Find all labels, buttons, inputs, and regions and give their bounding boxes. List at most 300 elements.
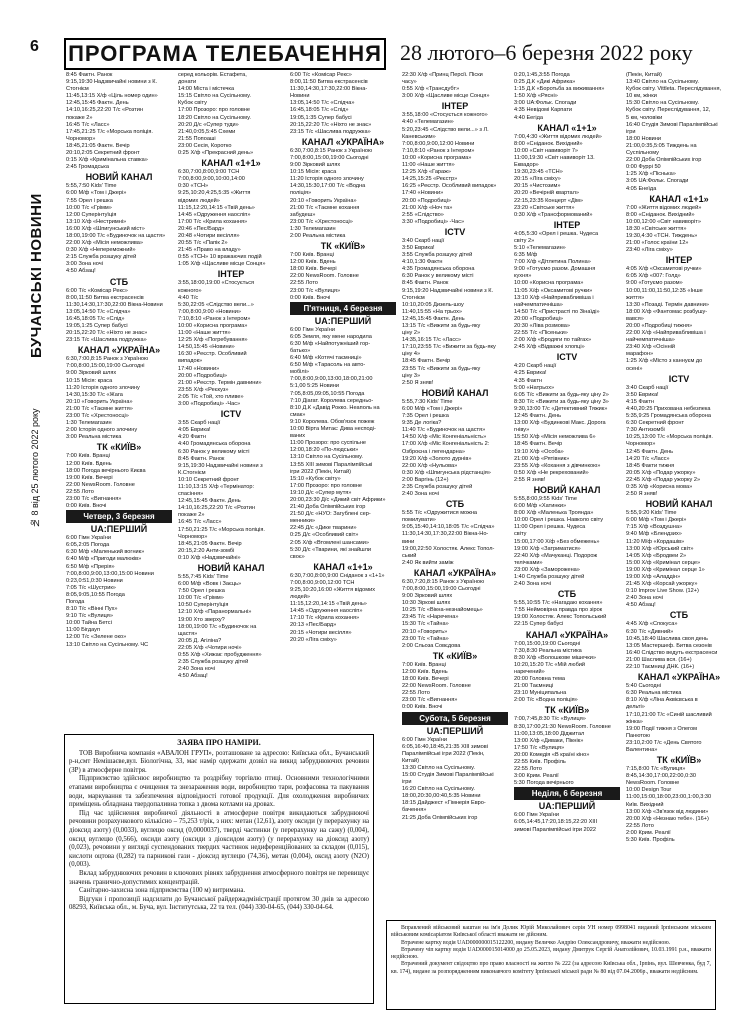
channel-header: ICTV xyxy=(668,373,690,384)
program-entry: 15:30 Т/с «Тайна» xyxy=(402,621,449,628)
program-entry: 13:05,14:50 Т/с «Слідча» xyxy=(290,100,355,107)
program-entry: 8:00 Х/ф «Маленька Троянда» xyxy=(514,510,594,517)
program-entry: 11:30,14:30,17:30,22:00 Вікна-Но- xyxy=(402,531,489,538)
program-entry: 7:00,8:00,9:00 «Новини» xyxy=(178,308,242,315)
program-entry: 18:00 Погода вечірнього Києва xyxy=(66,467,146,474)
program-entry: 3:00 Зона ночі xyxy=(66,261,103,268)
program-entry: 6:00 Гімн України xyxy=(66,535,111,542)
program-entry: 18:15 Дайджест «Гімнерія Евро- xyxy=(402,800,486,807)
program-entry: 11:15,12:20,14:15 «Твій день» xyxy=(178,204,255,211)
program-entry: 19:10 Д/с «Супер мутя» xyxy=(290,489,352,496)
section-banner: ПРОГРАМА ТЕЛЕБАЧЕННЯ xyxy=(64,38,386,70)
program-entry: 11:00,15:00,18:00,23:00,1:00,3:30 xyxy=(626,794,712,801)
lost-documents-notices xyxy=(386,920,716,1010)
program-entry: 2:40 Як вийти заміж xyxy=(402,559,454,566)
program-entry: 8:00 «Сніданок. Вихідний» xyxy=(514,140,583,147)
program-entry: 6:50 М/ф «Тарасоль на авто- xyxy=(290,362,366,369)
program-entry: 18:20 Світло на Сусільному. xyxy=(178,114,251,121)
program-entry: 8:10 Т/с «Вінні Пух» xyxy=(66,606,118,613)
program-entry: 4:40,20:25 Прихована небезпека xyxy=(626,405,711,412)
program-entry: 22:15 Супер бабусі xyxy=(514,621,564,628)
program-entry: 20:00,23:30 Д/с «Дикий світ Африки» xyxy=(290,496,386,503)
program-entry: 22:10 Таємниці ДНК. (16+) xyxy=(626,664,695,671)
program-entry: кожного» xyxy=(178,287,202,294)
program-entry: вини xyxy=(402,538,415,545)
program-entry: 9:25,10:20,4:25,5:35 «Життя xyxy=(178,190,251,197)
program-entry: ваних xyxy=(290,433,306,440)
program-entry: 21:50 Д/с «НУО: Загублені сер- xyxy=(290,511,371,518)
notice-paragraph: Підприємство здійснює виробництво та роздрібну торгівлю птиці. Основними технологічними етапами виробництва є очищення та знезараження води, виробництво тари, розфасовка та пакування води, маркування та забезпечення відповідності готової продукції. Для охолодження виробничих приміщень обладнана твердопаливна топка з двома котлами на дровах. xyxy=(69,775,369,809)
program-entry: 3:00 «Подробиці» -Час» xyxy=(178,401,241,408)
channel-header: ІНТЕР xyxy=(553,219,581,230)
program-entry: 1:30 Телемагазин xyxy=(66,420,112,427)
program-entry: 8:00,11:50 Битва екстрасенсів xyxy=(66,294,144,301)
program-entry: 3:00 UA:Фольк. Спогади xyxy=(514,100,577,107)
program-entry: 2:15 Служба розшуку дітей xyxy=(66,254,137,261)
program-entry: 7:50 Орел і решка xyxy=(178,588,225,595)
program-entry: 19:00 Київ. Вечері xyxy=(66,474,113,481)
program-entry: 6:00 М/ф «Том і Джері» xyxy=(402,405,463,412)
program-entry: 7:10,8:10 «Ранок з Інтером» xyxy=(178,315,251,322)
program-entry: 16:30 «Реєстр. Особливий xyxy=(178,351,247,358)
program-entry: 7:00 Київ. Вранці xyxy=(290,252,334,259)
program-entry: 18:00,20:30,00:40,5:35 Новини xyxy=(402,793,481,800)
program-entry: 21:00 «Голос країни 12» xyxy=(626,240,689,247)
program-entry: Валентина» xyxy=(626,746,658,753)
program-entry: 2:00 Т/с «Водна поліція» xyxy=(514,697,578,704)
program-entry: 20:48 «Чотири весілля» xyxy=(178,232,240,239)
program-entry: 10:10,20:05 Дизель-шоу xyxy=(402,301,464,308)
program-entry: 5 км, чоловіки xyxy=(626,114,663,121)
program-entry: Паралімпійські ігри 2022 (Пекін, xyxy=(402,750,485,757)
program-entry: 15:30 Світло на Сусільному. xyxy=(626,100,699,107)
program-entry: 4:40 Громадянська оборона xyxy=(178,441,251,448)
newspaper-brand: БУЧАНСЬКІ НОВИНИ xyxy=(28,193,45,358)
program-entry: 3:55,18:00 «Стосується кожного» xyxy=(402,112,488,119)
program-entry: 8:10 Д.К «Давід Рокко. Неаполь на xyxy=(290,404,380,411)
channel-header: UA:ПЕРШИЙ xyxy=(90,524,148,535)
program-entry: 3:05 UA:Фольк. Спогади xyxy=(626,178,689,185)
program-entry: 23:00 Т/с «Вигнання» xyxy=(402,697,458,704)
channel-header: НОВИЙ КАНАЛ xyxy=(85,172,153,183)
program-entry: бачення» xyxy=(402,807,427,814)
channel-header: ТК «КИЇВ» xyxy=(544,705,590,716)
channel-header: НОВИЙ КАНАЛ xyxy=(421,387,489,398)
program-entry: 7:00,4:30 «Життя відомих людей» xyxy=(514,133,602,140)
program-entry: 13:15 Т/с «Вижити за будь-яку xyxy=(402,323,481,329)
program-entry: 18:00 Київ. Вечері xyxy=(290,266,337,273)
program-entry: 20:15,22:20 Т/с «Ніхто не знає» xyxy=(66,330,148,337)
program-entry: 2:40 Зона ночі xyxy=(626,595,663,602)
program-entry: 15:10 «Кубок світу» xyxy=(290,475,341,482)
program-entry: 10:00 Т/с «Грімм» xyxy=(178,595,224,602)
program-entry: 20:13 «Пес/Бард» xyxy=(290,622,337,629)
program-entry: гніву» xyxy=(514,427,530,434)
program-entry: 9:00 «Готуємо разом» xyxy=(626,280,683,287)
program-entry: телічками» xyxy=(514,559,543,566)
program-entry: 2:45 Громадська xyxy=(66,164,109,171)
program-entry: 5:20,23:45 «Слідство вели...» з Л. xyxy=(402,126,489,133)
channel-header: UA:ПЕРШИЙ xyxy=(314,315,372,326)
program-entry: 10:00 «Корисна програма» xyxy=(402,154,472,161)
program-entry: 4:40 Еегіда xyxy=(514,114,543,121)
day-header: Субота, 5 березня xyxy=(402,712,508,725)
program-entry: 20:15 «Чистозим» xyxy=(514,183,561,190)
program-entry: 20:05 Д. Агіліна? xyxy=(178,637,222,644)
program-entry: 9:10 Т/с «Вулиця» xyxy=(66,613,113,620)
program-entry: 19:20 Х/ф «Золото дурнів» xyxy=(402,455,472,462)
program-entry: 18:45 Фактн. Вечір xyxy=(402,358,451,365)
program-entry: 16:45,18:05 Т/с «Слід» xyxy=(66,315,125,322)
program-entry: 1:40 Служба розшуку дітей xyxy=(514,574,585,580)
program-entry: 10:25,13:00 Т/с «Морська поліція. xyxy=(626,434,713,441)
program-entry: 6:35 М/ф xyxy=(514,252,538,259)
program-entry: 20:15,22:20 Т/с «Ніхто не знає» xyxy=(290,121,372,128)
program-entry: 20:00 Головна тема xyxy=(514,676,565,683)
program-entry: 0:30 «ТСН» xyxy=(178,183,209,190)
program-entry: 16:40 Слідство ведуть екстрасенси xyxy=(626,649,718,656)
program-entry: 12:00 Київ. Вдень xyxy=(290,259,336,266)
program-entry: 20:00 Комедія «В країні кіно» xyxy=(514,751,590,758)
program-entry: 3:00 Крим. Реалії xyxy=(514,773,559,780)
program-entry: 13:10 Світло на Сусільному. xyxy=(290,454,363,461)
program-entry: 0:25 Д/с «Особливий світ» xyxy=(290,532,359,539)
program-entry: 20:10,2:05 Секретний фронт xyxy=(66,150,140,157)
program-entry: 0:00 Київ. Вночі xyxy=(66,503,107,510)
program-entry: 8:00 «Сніданок. Вихідний» xyxy=(626,211,695,218)
program-entry: 11:00 «Наше життя» xyxy=(178,330,231,337)
program-entry: 11:20 Історія одного злочину xyxy=(66,384,140,391)
program-entry: 6:40 М/ф «Котячі таємниці» xyxy=(290,355,362,362)
program-entry: 7:55 Неймовірна правда про зірок xyxy=(514,607,603,614)
program-entry: 13:00 Х/ф «Будинкові Макс. Дорога xyxy=(514,420,606,427)
program-entry: 0:30 Х/ф «Шпигунська рідстанція» xyxy=(402,469,491,476)
program-entry: 13:00 Х/ф «Зв'язок від людини» xyxy=(626,808,709,815)
program-entry: 23:00 Т/с «Вигнання» xyxy=(66,495,122,502)
program-entry: 23:55 Х/ф «Кохання з дівчинкою» xyxy=(514,462,601,469)
program-entry: 10:15 Місія: краса xyxy=(66,377,113,384)
program-entry: 2:35 Служба розшуку дітей xyxy=(402,483,473,490)
program-entry: 11:30,14:30,17:30,22:00 Вікна- xyxy=(290,86,368,93)
program-entry: 7:00 Х/ф «Дітлетина Полина» xyxy=(514,259,591,266)
program-entry: 23:00 Т/с «Тайна» xyxy=(402,635,449,642)
program-entry: 23:00 Т/с «Хрестоносці» xyxy=(290,218,353,225)
schedule-column-4 xyxy=(402,72,508,917)
channel-header: ТК «КИЇВ» xyxy=(320,241,366,252)
program-entry: 2:55 Я зняв! xyxy=(514,476,546,483)
program-entry: 2:05 Х/ф «Втомлені шансами» xyxy=(290,539,369,546)
program-entry: 0:00 Київ. Вночі xyxy=(402,704,443,711)
program-entry: 22:00 Х/ф «Найпривабливіша і xyxy=(626,330,706,337)
program-entry: 3:00 Х/ф «Щасливе місце Сонця» xyxy=(402,93,490,100)
program-entry: 2:00 Крим. Реалії xyxy=(626,829,671,836)
program-entry: 21:45 «Право на владу» xyxy=(178,247,241,254)
program-entry: Кубок світу. Vittleta. Переслідування, xyxy=(626,86,722,93)
program-entry: 21:00 Х/ф «Рятівник» xyxy=(514,455,570,462)
program-entry: 11:45,13:15 Х/ф «Ціль номер один» xyxy=(66,93,158,100)
program-entry: 20:46 «Пес/Бард» xyxy=(178,225,225,232)
program-entry: 22:45 Д/с «Дике тварини» xyxy=(290,525,357,532)
channel-header: ICTV xyxy=(556,352,578,363)
program-entry: 11:20 М/ф «Кордашів» xyxy=(626,538,685,545)
channel-header: ТК «КИЇВ» xyxy=(656,755,702,766)
program-entry: 3:50 Еврика! xyxy=(402,244,435,251)
environmental-notice xyxy=(64,734,374,1004)
program-entry: 14:45 «Одруження наосліп» xyxy=(290,608,363,615)
date-range: 28 лютого–6 березня 2022 року xyxy=(400,40,693,65)
program-entry: 0:55 «ТСН» 10 вражаючих подій xyxy=(178,254,262,261)
schedule-column-1 xyxy=(66,72,172,732)
program-entry: 9:15,19:30 Надзвичайні новини з К. xyxy=(66,79,158,86)
program-entry: 21:00 Х/ф «Ноч та» xyxy=(402,204,453,211)
program-entry: 4:35 Громадянська оборона xyxy=(402,266,475,273)
program-entry: 10:25 Т/с «Вікна-незнайомець» xyxy=(402,607,483,614)
channel-header: КАНАЛ «УКРАЇНА» xyxy=(413,567,497,578)
program-entry: 0:35 Х/ф «Кориснa мова» xyxy=(626,483,693,490)
program-entry: 22:00 NewsRoom. Головне xyxy=(402,683,471,690)
page-number: 6 xyxy=(30,38,39,55)
program-entry: батько» xyxy=(290,348,311,354)
program-entry: 1:25 Х/ф «Місто з каннуєм до xyxy=(626,358,703,365)
program-entry: 12:25 Х/ф «Погребування» xyxy=(178,337,248,344)
program-entry: 6:05 Т/с «Вижити за будь-яку ціну 2» xyxy=(514,391,609,398)
program-entry: 19:00,22:50 Холостяк. Алекс Топол- xyxy=(402,545,495,552)
program-entry: 1:05 Х/ф «Щасливе місце Сонця» xyxy=(178,261,266,268)
program-entry: ський xyxy=(402,552,417,559)
program-entry: 21:00 Т/с «Таємне кохання xyxy=(290,204,360,211)
program-entry: 14:10,16:25,22:20 Т/с «Розтин xyxy=(178,505,255,512)
program-entry: 2:35 Служба розшуку дітей xyxy=(178,659,249,666)
program-entry: 14:05 Х/ф «Бродвеи 2» xyxy=(626,552,687,559)
program-entry: 19:30,23:45 «ТСН» xyxy=(514,169,563,176)
program-entry: 2:40 Зона ночі xyxy=(514,581,551,588)
program-entry: марафон» xyxy=(626,351,654,358)
program-entry: 22:55 Лото xyxy=(626,822,654,829)
program-entry: Кубок світу xyxy=(178,100,207,107)
program-entry: 0:55 Х/ф «Трансдубт» xyxy=(402,86,460,93)
program-entry: 13:10 Х/ф «Нестримні» xyxy=(66,218,127,225)
program-entry: 6:00 Гімн України xyxy=(514,812,559,819)
program-entry: 6:05 Х/ф «007: Голд» xyxy=(626,273,681,280)
program-entry: 10:00 «Кориснa програма» xyxy=(178,323,248,329)
program-entry: 17:50 Т/с «Вулиця» xyxy=(514,744,565,751)
program-entry: ціну 3» xyxy=(402,372,421,379)
program-entry: 2:00 Сльоза Совєдова xyxy=(402,642,461,649)
program-entry: часу» xyxy=(402,79,417,86)
program-entry: 6:00 М/ф «Том і Джері» xyxy=(66,190,127,197)
channel-header: ICTV xyxy=(220,409,242,420)
notice-body xyxy=(69,750,369,913)
program-entry: 22:00 Доба Олімпійських ігор xyxy=(626,157,702,164)
program-entry: 14:50 Х/ф «Міс Конгеніальність» xyxy=(402,434,487,441)
program-entry: 23:15 Т/с «Шаслива подружка» xyxy=(66,337,147,344)
program-entry: 20:30 «Ліва розмова» xyxy=(514,323,570,329)
program-entry: 10:00 «Корисна програма» xyxy=(514,280,584,287)
schedule-column-3 xyxy=(290,72,396,732)
program-entry: 0:50 Х/ф «Не рекрехований» xyxy=(514,469,589,476)
program-entry: 7:00,8:00,15:00,19:00 Сьогодні xyxy=(402,586,481,592)
program-entry: Панютою xyxy=(626,732,651,739)
program-entry: 6:30,7:00,8:15 Ранок з Україною xyxy=(66,356,149,363)
program-entry: 17:10 Т/с «Крила кохання» xyxy=(290,615,360,622)
program-entry: 22:00 NewsRoom. Головне xyxy=(290,273,359,280)
program-entry: 11:00,19:30 «Світ навиворіт 13. xyxy=(514,154,595,161)
program-entry: 4:20 Скарб нації xyxy=(514,363,557,370)
program-entry: 2:40 Зона ночі xyxy=(402,491,439,498)
program-entry: 17:00 Прозоро: про головне xyxy=(290,482,362,489)
program-entry: 18:00 Київ. Вечері xyxy=(402,676,449,683)
program-entry: Еквадор» xyxy=(514,162,539,169)
program-entry: Погода xyxy=(66,599,85,605)
program-entry: 21:45 Х/ф «Корсай ужорку» xyxy=(626,581,698,588)
program-entry: 10:30 Зіркові шлях xyxy=(402,600,451,607)
program-entry: 8:10 Х/ф «Ліна Аквієвська в xyxy=(626,697,698,704)
program-entry: 12:00 Суперінтуїція xyxy=(66,211,117,218)
program-entry: 21:40,0:05,5:45 Схеми xyxy=(178,128,236,135)
program-entry: покаже 2» xyxy=(178,512,205,519)
program-entry: 20:20 Д/с «Супер туди» xyxy=(178,121,239,128)
program-entry: 7:30,8:30 Реальна містика xyxy=(514,647,582,654)
program-entry: 2:00 Реальна містика xyxy=(290,232,346,239)
program-entry: 20:15 «Чотири весілля» xyxy=(290,629,352,636)
program-entry: 6:00 М/ф «Вовк і Заєць» xyxy=(178,581,242,588)
program-entry: 8:30 Т/с «Вижити за будь-яку ціну 3» xyxy=(514,398,609,405)
program-entry: 18:45 Фактн. Вечір xyxy=(514,441,563,448)
program-entry: 17:40 «Новини» xyxy=(178,365,220,372)
program-entry: 6:05 Земля, яку мене народила xyxy=(290,333,372,340)
program-entry: 20:00 «Подробиці» xyxy=(178,372,228,379)
program-entry: 18:45,21:05 Фактн. Вечір xyxy=(66,142,130,149)
program-entry: 21:25 Доба Олімпійських ігор xyxy=(402,814,478,821)
program-entry: 11:00,13:05,18:00 Діджитал xyxy=(514,730,585,737)
program-entry: 15:00 Х/ф «Кримінал серце» xyxy=(626,559,701,566)
program-entry: 20:15,2:20 Анти-зомбі xyxy=(178,547,235,554)
program-entry: 13:55 XIII зимові Паралімпійські xyxy=(290,461,373,468)
channel-header: КАНАЛ «УКРАЇНА» xyxy=(525,629,609,640)
program-entry: серед кольорів. Естафета, xyxy=(178,72,247,78)
program-entry: щастя» xyxy=(178,630,198,637)
day-header: Четвер, 3 березня xyxy=(66,510,172,523)
program-entry: 21:55 Попоаші xyxy=(178,135,216,142)
program-entry: 6:00 М/ф «Хатинки» xyxy=(514,503,567,510)
program-entry: 10 км, жінки xyxy=(626,93,657,100)
program-entry: 14:50,15:45 «Новини» xyxy=(178,344,235,351)
notice-paragraph: ТОВ Виробнича компанія «АВАЛОН ГРУП», розташоване за адресою: Київська обл., Бучанський р-н,смт Немішаєве,вул. Біологічна, 33, має намір одержати дозвіл на викид забруднюючих речовин (ЗР) в атмосферне повітря. xyxy=(69,749,369,774)
program-entry: Каневським» xyxy=(402,133,436,140)
program-entry: 8:30 Х/ф «Волошкове мішечки» xyxy=(514,654,596,661)
program-entry: 4:20 Фактн xyxy=(178,434,206,441)
program-entry: 21:00 «Реєстр. Термін давнини» xyxy=(178,379,262,386)
program-entry: 16:45 Т/с «Ласс» xyxy=(66,121,110,128)
program-entry: 23:40 «Ліга сміху» xyxy=(626,247,673,254)
program-entry: 4:15 Фактн xyxy=(626,398,654,405)
program-entry: 10:00 Design Tour xyxy=(626,787,672,794)
program-entry: 22:55 Київ. Профіль xyxy=(514,758,566,765)
program-entry: 14:30,15:30,17:00 Т/с «Водна xyxy=(290,183,366,190)
program-entry: 7:05,8:05,09:05,10:55 Погода xyxy=(290,390,365,397)
program-entry: 20:10 «Говорить Україна» xyxy=(290,197,357,204)
program-entry: 6:00 Т/с «Комісар Рекс» xyxy=(66,287,128,294)
program-entry: 23:10 Муніципальна xyxy=(514,690,567,697)
program-entry: 23:00 Т/с «Вулиця» xyxy=(290,287,341,294)
program-entry: 11:00 «Наше життя» xyxy=(402,162,455,169)
program-entry: 9:25,10:20,16:00 «Життя відомих xyxy=(290,587,376,593)
program-entry: 15:00 Студія Зимові Паралімпійські xyxy=(402,771,494,778)
program-entry: 14:10,16:25,22:20 Т/с «Розтин xyxy=(66,107,143,114)
program-entry: 6:30 М/ф «Найпотужніший гор- xyxy=(290,340,371,347)
footer-paragraph: Втрачену чіп картку водія UAD000015014000 до 25.05.2023, видану Дмитрук Сергій Анатолійович, 10.03.1991 р.н., вважати недійсною. xyxy=(391,946,711,961)
program-entry: 12:45,15:45 Фактн. День xyxy=(402,315,465,322)
program-entry: 12:45 Фактн. День xyxy=(626,448,674,455)
program-entry: 19:05,1:25 Супер бабусі xyxy=(66,323,128,329)
program-entry: 23:20 «Світське життя» xyxy=(514,204,575,211)
program-entry: 9:15,19:20 Надзвичайні новини з К. xyxy=(402,287,494,294)
program-entry: 23:00 Х/ф «Заморожена» xyxy=(514,566,580,573)
day-header: Неділя, 6 березня xyxy=(514,787,620,800)
program-entry: 9:00 Зірковий шлях xyxy=(402,593,453,600)
program-entry: 6:30,7:00,8:00,9:00 Сніданок з «1+1» xyxy=(290,572,385,579)
program-entry: 11:20 Історія одного злочину xyxy=(290,176,364,183)
channel-header: ІНТЕР xyxy=(217,269,245,280)
program-entry: 20:05 Х/ф «Подар ужорку» xyxy=(626,469,696,476)
schedule-column-5 xyxy=(514,72,620,917)
program-entry: 20:00 «Подробиці тижня» xyxy=(626,323,693,329)
channel-header: UA:ПЕРШИЙ xyxy=(426,725,484,736)
program-entry: 18:00 Х/ф «Фантомас розбушу- xyxy=(626,308,708,315)
program-entry: 21:00 Т/с «Таємне життя» xyxy=(66,405,133,412)
program-entry: жінка» xyxy=(626,718,643,725)
program-entry: 11:00 Прозоро: про суспільне xyxy=(290,440,367,447)
program-entry: 19:00 Події тижня з Олегом xyxy=(626,725,697,732)
footer-paragraph: Втрачений документ свідоцтво про право власності на житло № 222 (за адресою Київська обл., Ірпінь, вул. Шевченка, буд 7, кв. 174), видане за розпорядженням виконавчого комітету Ірпінської міської ради № 80 від 07.04.2006р., вважати недійсним. xyxy=(391,961,711,975)
program-entry: ігри xyxy=(402,779,412,786)
schedule-column-6 xyxy=(626,72,732,917)
program-entry: 4:05 Енеїда xyxy=(626,185,657,192)
program-entry: 5:35,9:25 Громадянська оборона xyxy=(626,413,711,420)
program-entry: 14:25,15:25 «Реєстр» xyxy=(402,176,458,183)
program-entry: забудеш» xyxy=(290,211,316,218)
program-entry: поліція» xyxy=(290,190,312,197)
program-entry: 6:30 Секретний фронт xyxy=(626,420,685,427)
program-entry: 5:10 «Телемагазин» xyxy=(514,244,566,251)
program-entry: 21:00 Шаслива вся. (16+) xyxy=(626,656,692,663)
channel-header: СТБ xyxy=(669,610,689,621)
program-entry: 0:15 Х/ф «Кримінальна ставка» xyxy=(66,157,148,164)
program-entry: 18:45,21:05 Фактн. Вечір xyxy=(178,540,242,547)
program-entry: 23:00 Т/с «Хрестоносці» xyxy=(66,413,129,420)
program-entry: мобілі» xyxy=(290,369,310,376)
program-entry: спасіння» xyxy=(178,491,204,498)
program-entry: 0:30 Х/ф «Трансформований» xyxy=(514,211,593,218)
notice-paragraph: Вклад забруднюючих речовин в ключових рівнях забруднення атмосферного повітря не перевищує значень гранично-допустимих концентрацій. xyxy=(69,869,369,886)
program-entry: 19:00 Х/ф «Аладдін» xyxy=(626,574,681,580)
program-entry: 5:55,7:30 Kids' Time xyxy=(402,398,453,405)
program-entry: 6:00 Т/с «Комісар Рекс» xyxy=(290,72,352,78)
program-entry: 4:05,5:30 «Орел і решка. Чудеса xyxy=(514,230,599,237)
program-entry: 9:10 Королева. Обов'язок пожеж xyxy=(290,418,375,425)
program-entry: 17:10,21:00 Т/с «Синій шасливий xyxy=(626,711,712,718)
program-entry: 7:00,7:45,8:30 Т/с «Вулиця» xyxy=(514,716,586,723)
program-entry: 20:20 «Ліга сміху» xyxy=(290,636,337,643)
program-entry: 11:40,15:55 «На трьох» xyxy=(402,308,463,315)
program-entry: 9:00 Зірковий шлях xyxy=(66,370,117,377)
program-entry: 6:05,14:45,17:20,18:15,22:20 XIII xyxy=(514,819,598,826)
program-entry: 10:20,15:20 Т/с «Мій любий xyxy=(514,661,586,668)
program-entry: 6:30 Ранок у великому місті xyxy=(178,448,250,455)
program-entry: людей» xyxy=(290,594,310,601)
program-entry: 14:30,15:30 Т/с «Жага xyxy=(66,391,123,398)
program-entry: 20:15 «Ліга сміху» xyxy=(514,176,561,183)
